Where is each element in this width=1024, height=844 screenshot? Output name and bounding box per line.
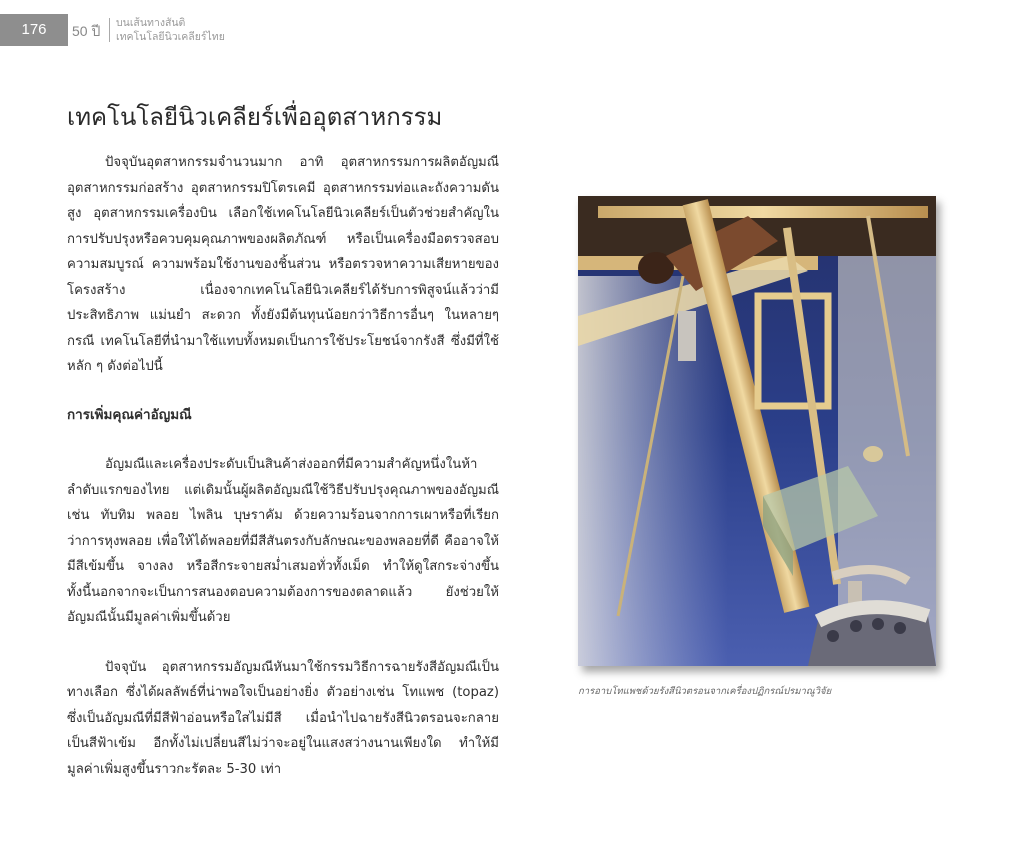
book-title xyxy=(116,16,225,44)
page-number: 176 xyxy=(0,14,68,46)
section-heading: การเพิ่มคุณค่าอัญมณี xyxy=(67,406,192,423)
reactor-photo xyxy=(578,196,936,666)
intro-paragraph: ปัจจุบันอุตสาหกรรมจำนวนมาก อาทิ อุตสาหกรรมการผลิตอัญมณี อุตสาหกรรมก่อสร้าง อุตสาหกรรมปิโตรเคมี อุตสาหกรรมท่อและถังความดันสูง อุตสาหกรรมเครื่องบิน เลือกใช้เทคโนโลยีนิวเคลียร์เป็นตัวช่วยสำคัญในการปรับปรุงหรือควบคุมคุณภาพของผลิตภัณฑ์ หรือเป็นเครื่องมือตรวจสอบความสมบูรณ์ ความพร้อมใช้งานของชิ้นส่วน หรือตรวจหาความเสียหายของโครงสร้าง เนื่องจากเทคโนโลยีนิวเคลียร์ได้รับการพิสูจน์แล้วว่ามีประสิทธิภาพ แม่นยำ สะดวก ทั้งยังมีต้นทุนน้อยกว่าวิธีการอื่นๆ ในหลายๆ กรณี เทคโนโลยีที่นำมาใช้แทบทั้งหมดเป็นการใช้ประโยชน์จากรังสี ซึ่งมีที่ใช้หลัก ๆ ดังต่อไปนี้ xyxy=(67,155,499,374)
book-title-line-1: บนเส้นทางสันติ xyxy=(116,17,186,29)
body-paragraph-2: อัญมณีและเครื่องประดับเป็นสินค้าส่งออกที่มีความสำคัญหนึ่งในห้าลำดับแรกของไทย แต่เดิมนั้นผู้ผลิตอัญมณีใช้วิธีปรับปรุงคุณภาพของอัญมณี เช่น ทับทิม พลอย ไพลิน บุษราคัม ด้วยความร้อนจากการเผาหรือที่เรียกว่าการหุงพลอย เพื่อให้ได้พลอยที่มีสีสันตรงกับลักษณะของพลอยที่ดี คืออาจให้มีสีเข้มขึ้น จางลง หรือสีกระจายสม่ำเสมอทั่วทั้งเม็ด ทำให้ดูใสกระจ่างขึ้น ทั้งนี้นอกจากจะเป็นการสนองตอบความต้องการของตลาดแล้ว ยังช่วยให้อัญมณีนั้นมีมูลค่าเพิ่มขึ้นด้วย xyxy=(67,457,499,625)
header-divider xyxy=(109,18,110,42)
article-body xyxy=(67,150,499,782)
photo-caption: การอาบโทแพชด้วยรังสีนิวตรอนจากเครื่องปฏิกรณ์ปรมาณูวิจัย xyxy=(578,686,832,697)
reactor-pool-illustration xyxy=(578,196,936,666)
running-header xyxy=(0,14,240,46)
page-title: เทคโนโลยีนิวเคลียร์เพื่ออุตสาหกรรม xyxy=(67,103,443,131)
book-title-line-2: เทคโนโลยีนิวเคลียร์ไทย xyxy=(116,31,225,43)
anniversary-label: 50 ปี xyxy=(72,23,101,39)
body-paragraph-3: ปัจจุบัน อุตสาหกรรมอัญมณีหันมาใช้กรรมวิธีการฉายรังสีอัญมณีเป็นทางเลือก ซึ่งได้ผลลัพธ์ที่น่าพอใจเป็นอย่างยิ่ง ตัวอย่างเช่น โทแพช (topaz) ซึ่งเป็นอัญมณีที่มีสีฟ้าอ่อนหรือใสไม่มีสี เมื่อนำไปฉายรังสีนิวตรอนจะกลายเป็นสีฟ้าเข้ม อีกทั้งไม่เปลี่ยนสีไม่ว่าจะอยู่ในแสงสว่างนานเพียงใด ทำให้มีมูลค่าเพิ่มสูงขึ้นราวกะรัตละ 5-30 เท่า xyxy=(67,659,499,777)
